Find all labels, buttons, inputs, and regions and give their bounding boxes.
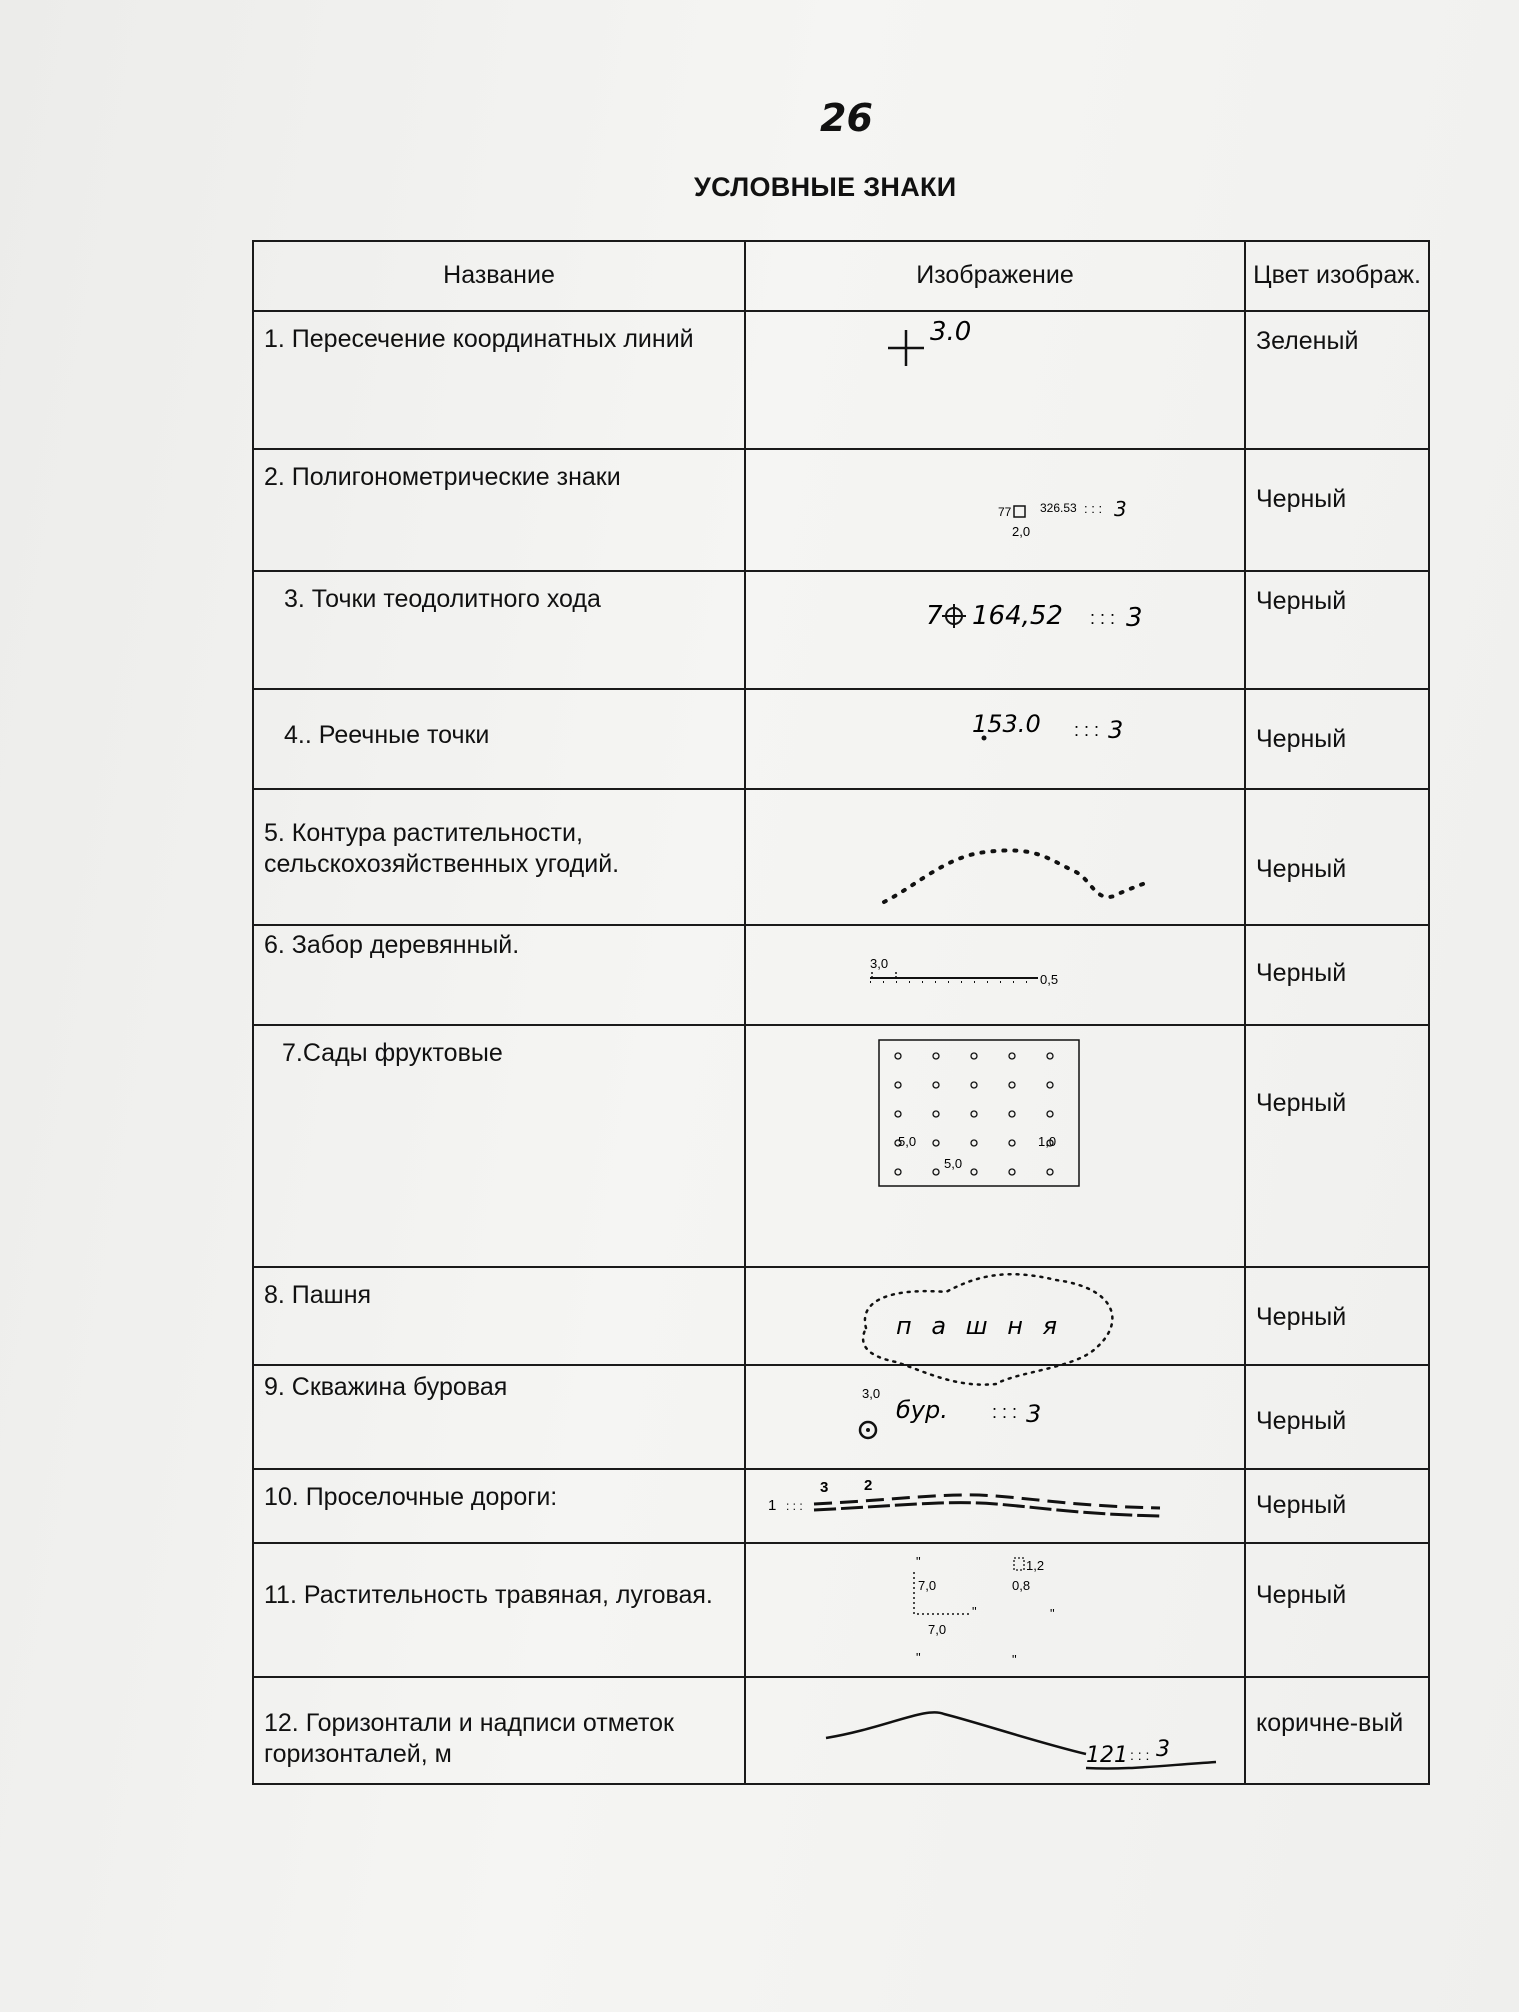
orchard-tree-dot [1047, 1053, 1053, 1059]
wooden-fence-symbol [746, 926, 1246, 1026]
country-road-symbol [746, 1470, 1246, 1544]
orchard-tree-dot [1047, 1082, 1053, 1088]
svg-text:: : :: : : : [786, 1499, 803, 1513]
grid-intersection-symbol [746, 312, 1246, 450]
header-color: Цвет изображ. [1245, 241, 1429, 311]
symbol-cell [745, 1677, 1245, 1784]
svg-text:7: 7 [926, 601, 943, 631]
symbol-cell [745, 689, 1245, 789]
legend-table [252, 240, 1430, 1785]
row-color: Черный [1245, 449, 1429, 571]
vegetation-contour-symbol [746, 790, 1246, 926]
orchard-tree-dot [1009, 1140, 1015, 1146]
svg-text:3,0: 3,0 [862, 1386, 881, 1401]
orchard-tree-dot [933, 1053, 939, 1059]
row-color: Зеленый [1245, 311, 1429, 449]
svg-text:77: 77 [998, 505, 1012, 519]
svg-text:3: 3 [1126, 603, 1143, 633]
svg-text:2: 2 [864, 1477, 873, 1494]
staff-point-symbol [746, 690, 1246, 790]
row-name: 5. Контура растительности, сельскохозяйственных угодий. [253, 789, 745, 925]
row-name: 8. Пашня [253, 1267, 745, 1365]
orchard-tree-dot [1047, 1169, 1053, 1175]
table-row [253, 689, 1429, 789]
orchard-tree-dot [971, 1140, 977, 1146]
orchard-tree-dot [895, 1111, 901, 1117]
symbol-cell [745, 1267, 1245, 1365]
orchard-tree-dot [971, 1053, 977, 1059]
svg-text:1: 1 [768, 1497, 777, 1514]
svg-text:326.53: 326.53 [1040, 501, 1077, 515]
orchard-tree-dot [895, 1169, 901, 1175]
svg-text:3: 3 [1156, 1737, 1170, 1762]
row-name: 12. Горизонтали и надписи отметок горизонталей, м [253, 1677, 745, 1784]
row-name: 7.Сады фруктовые [253, 1025, 745, 1267]
table-row [253, 1267, 1429, 1365]
row-color: Черный [1245, 1267, 1429, 1365]
svg-text:3: 3 [1108, 716, 1124, 744]
row-name: 4.. Реечные точки [253, 689, 745, 789]
header-name: Название [253, 241, 745, 311]
svg-text:7,0: 7,0 [918, 1578, 937, 1593]
table-row [253, 571, 1429, 689]
table-row [253, 1677, 1429, 1784]
orchard-tree-dot [933, 1082, 939, 1088]
orchard-tree-dot [1009, 1053, 1015, 1059]
svg-text:5,0: 5,0 [944, 1156, 963, 1171]
symbol-cell [745, 1365, 1245, 1469]
svg-text:: : :: : : : [1074, 720, 1100, 740]
orchard-tree-dot [1009, 1082, 1015, 1088]
page-number: 26 [820, 96, 873, 140]
table-row [253, 311, 1429, 449]
symbol-cell [745, 925, 1245, 1025]
fruit-orchard-symbol [746, 1026, 1246, 1268]
svg-text:: : :: : : : [1090, 608, 1116, 628]
svg-text:": " [916, 1650, 921, 1665]
svg-text:бур.: бур. [896, 1396, 948, 1424]
orchard-tree-dot [933, 1111, 939, 1117]
orchard-tree-dot [1009, 1111, 1015, 1117]
table-row [253, 1025, 1429, 1267]
symbol-cell [745, 1469, 1245, 1543]
svg-text:п а ш н я: п а ш н я [896, 1312, 1064, 1340]
svg-text:121: 121 [1086, 1743, 1128, 1768]
row-color: Черный [1245, 1469, 1429, 1543]
svg-text:3,0: 3,0 [870, 956, 889, 971]
svg-text:: : :: : : : [992, 1402, 1018, 1422]
orchard-tree-dot [933, 1140, 939, 1146]
svg-text:5,0: 5,0 [898, 1134, 917, 1149]
polygonometry-symbol [746, 450, 1246, 572]
row-name: 1. Пересечение координатных линий [253, 311, 745, 449]
row-color: Черный [1245, 1543, 1429, 1677]
page-title: УСЛОВНЫЕ ЗНАКИ [694, 172, 957, 202]
table-row [253, 789, 1429, 925]
symbol-cell [745, 1025, 1245, 1267]
svg-text:3: 3 [820, 1479, 829, 1496]
svg-text:": " [1050, 1606, 1055, 1621]
svg-text:": " [1012, 1652, 1017, 1667]
row-name: 10. Проселочные дороги: [253, 1469, 745, 1543]
row-name: 2. Полигонометрические знаки [253, 449, 745, 571]
symbol-cell [745, 789, 1245, 925]
table-row [253, 1469, 1429, 1543]
symbol-cell [745, 449, 1245, 571]
row-color: Черный [1245, 689, 1429, 789]
row-name: 6. Забор деревянный. [253, 925, 745, 1025]
table-header-row [253, 241, 1429, 311]
row-color: Черный [1245, 571, 1429, 689]
svg-text:3: 3 [1026, 1400, 1042, 1428]
row-color: Черный [1245, 1025, 1429, 1267]
symbol-label: 3.0 [930, 317, 972, 347]
row-color: коричне-вый [1245, 1677, 1429, 1784]
svg-text:": " [916, 1554, 921, 1569]
theodolite-point-symbol [746, 572, 1246, 690]
table-row [253, 1365, 1429, 1469]
header-image: Изображение [745, 241, 1245, 311]
orchard-tree-dot [971, 1111, 977, 1117]
row-name: 9. Скважина буровая [253, 1365, 745, 1469]
svg-text:2,0: 2,0 [1012, 524, 1031, 539]
borehole-symbol [746, 1366, 1246, 1470]
row-color: Черный [1245, 1365, 1429, 1469]
orchard-tree-dot [895, 1082, 901, 1088]
svg-text:: : :: : : : [1084, 501, 1103, 516]
symbol-cell [745, 311, 1245, 449]
svg-text:": " [972, 1604, 977, 1619]
row-name: 11. Растительность травяная, луговая. [253, 1543, 745, 1677]
orchard-tree-dot [1009, 1169, 1015, 1175]
orchard-tree-dot [1047, 1111, 1053, 1117]
svg-text:3: 3 [1114, 497, 1127, 521]
row-name: 3. Точки теодолитного хода [253, 571, 745, 689]
symbol-cell [745, 1543, 1245, 1677]
table-row [253, 449, 1429, 571]
table-row [253, 925, 1429, 1025]
symbol-cell [745, 571, 1245, 689]
svg-text:0,5: 0,5 [1040, 972, 1059, 987]
svg-text:153.0: 153.0 [972, 710, 1041, 738]
orchard-tree-dot [971, 1082, 977, 1088]
svg-text:0,8: 0,8 [1012, 1578, 1031, 1593]
contour-line-symbol [746, 1678, 1246, 1782]
row-color: Черный [1245, 925, 1429, 1025]
orchard-tree-dot [895, 1053, 901, 1059]
row-color: Черный [1245, 789, 1429, 925]
svg-text:1,0: 1,0 [1038, 1134, 1057, 1149]
svg-text:1,2: 1,2 [1026, 1558, 1045, 1573]
svg-text:164,52: 164,52 [972, 601, 1063, 631]
table-row [253, 1543, 1429, 1677]
meadow-vegetation-symbol [746, 1544, 1246, 1678]
svg-text:: : :: : : : [1130, 1747, 1150, 1763]
orchard-tree-dot [971, 1169, 977, 1175]
svg-text:7,0: 7,0 [928, 1622, 947, 1637]
orchard-tree-dot [933, 1169, 939, 1175]
